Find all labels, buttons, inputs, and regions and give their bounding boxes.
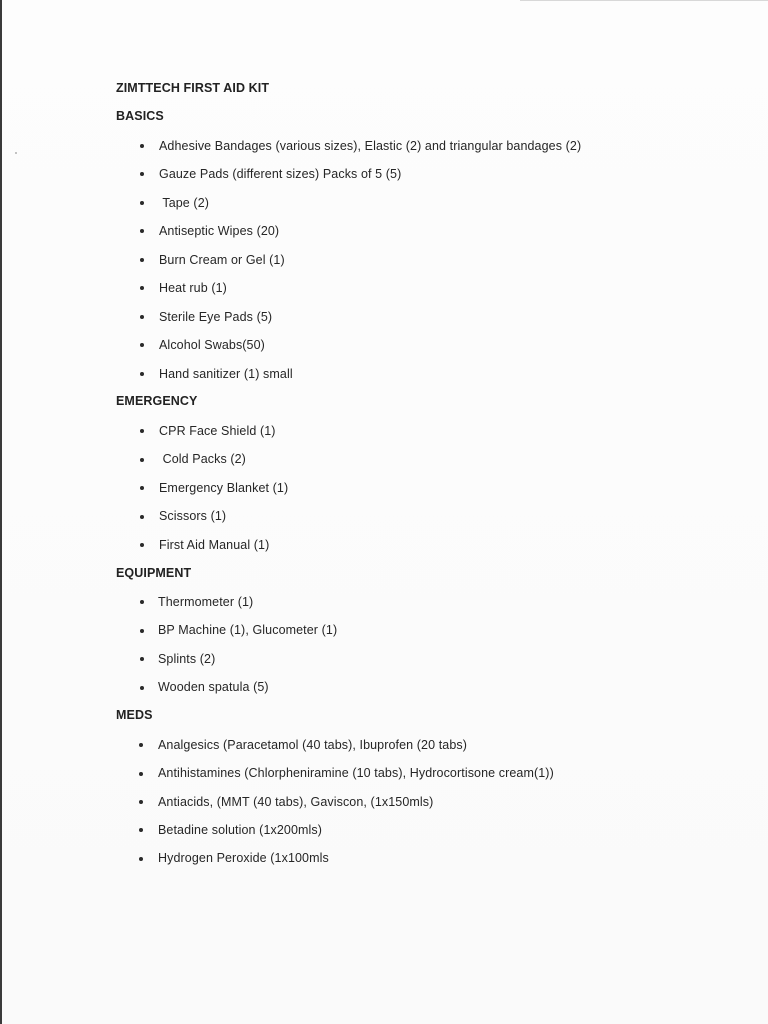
bullet [140, 144, 144, 148]
bullet [140, 229, 144, 233]
bullet [140, 372, 144, 376]
section-heading-basics: BASICS [116, 109, 164, 123]
bullet [140, 686, 144, 690]
scan-speck [15, 152, 17, 154]
bullet [140, 315, 144, 319]
list-item: Emergency Blanket (1) [159, 481, 289, 495]
scan-edge-left [0, 0, 2, 1024]
bullet [140, 286, 144, 290]
section-heading-meds: MEDS [116, 708, 153, 722]
bullet [140, 486, 144, 490]
bullet [140, 429, 144, 433]
bullet [140, 343, 144, 347]
section-heading-equipment: EQUIPMENT [116, 566, 192, 580]
list-item: Hydrogen Peroxide (1x100mls [158, 851, 329, 865]
bullet [139, 828, 143, 832]
list-item: Heat rub (1) [159, 281, 227, 295]
bullet [140, 629, 144, 633]
bullet [140, 458, 144, 462]
list-item: Analgesics (Paracetamol (40 tabs), Ibuprofen (20 tabs) [158, 738, 468, 752]
bullet [139, 772, 143, 776]
list-item: Gauze Pads (different sizes) Packs of 5 (5) [159, 167, 402, 181]
list-item: Wooden spatula (5) [158, 680, 269, 694]
list-item: Antihistamines (Chlorpheniramine (10 tabs), Hydrocortisone cream(1)) [158, 766, 554, 780]
bullet [140, 657, 144, 661]
list-item: Tape (2) [159, 196, 210, 210]
list-item: BP Machine (1), Glucometer (1) [158, 623, 338, 637]
list-item: Splints (2) [158, 652, 216, 666]
list-item: Alcohol Swabs(50) [159, 338, 265, 352]
list-item: Sterile Eye Pads (5) [159, 310, 273, 324]
bullet [139, 800, 143, 804]
bullet [140, 600, 144, 604]
document-title: ZIMTTECH FIRST AID KIT [116, 81, 270, 95]
section-heading-emergency: EMERGENCY [116, 394, 198, 408]
list-item: Cold Packs (2) [159, 452, 246, 466]
list-item: Adhesive Bandages (various sizes), Elastic (2) and triangular bandages (2) [159, 139, 582, 153]
list-item: Scissors (1) [159, 509, 227, 523]
list-item: Antiseptic Wipes (20) [159, 224, 280, 238]
scan-edge-top [520, 0, 768, 1]
list-item: Hand sanitizer (1) small [159, 367, 293, 381]
list-item: First Aid Manual (1) [159, 538, 270, 552]
list-item: Burn Cream or Gel (1) [159, 253, 285, 267]
list-item: Betadine solution (1x200mls) [158, 823, 322, 837]
bullet [140, 515, 144, 519]
bullet [140, 172, 144, 176]
bullet [139, 857, 143, 861]
bullet [140, 543, 144, 547]
bullet [140, 201, 144, 205]
list-item: Antiacids, (MMT (40 tabs), Gaviscon, (1x150mls) [158, 795, 434, 809]
list-item: CPR Face Shield (1) [159, 424, 276, 438]
bullet [139, 743, 143, 747]
list-item: Thermometer (1) [158, 595, 254, 609]
bullet [140, 258, 144, 262]
